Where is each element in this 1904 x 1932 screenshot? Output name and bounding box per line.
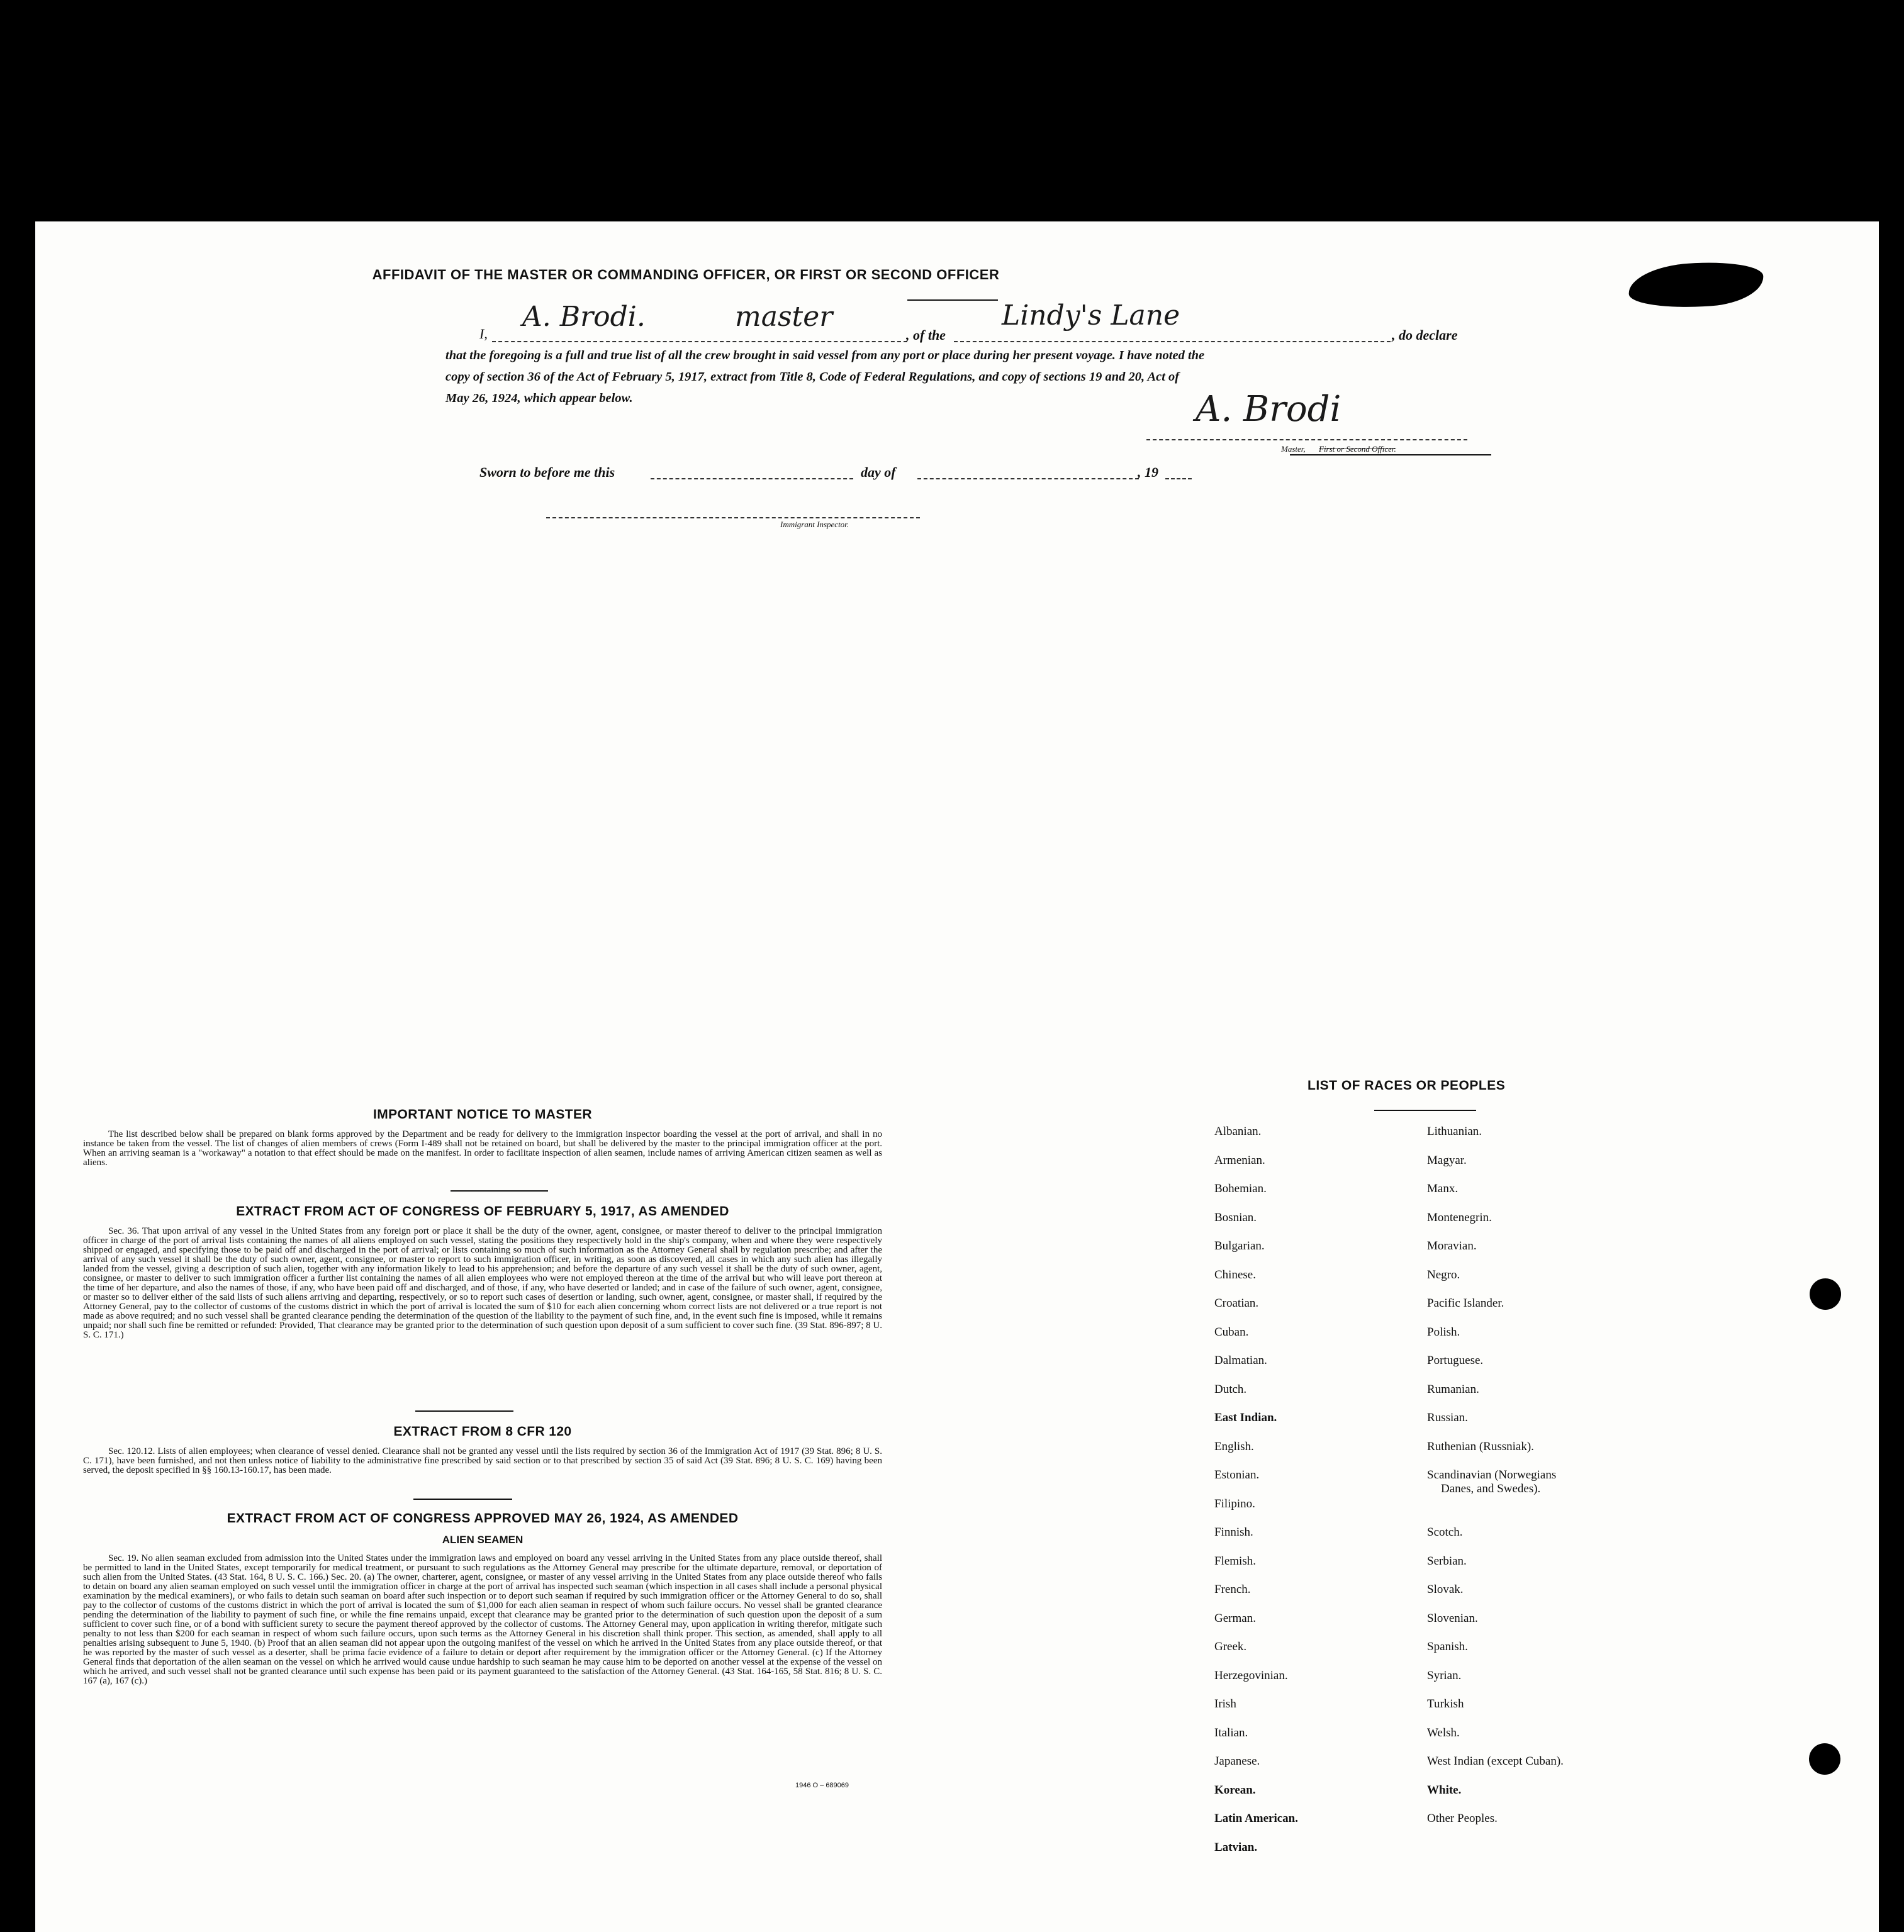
race-left-13: Filipino. xyxy=(1214,1497,1255,1510)
race-right-3: Montenegrin. xyxy=(1427,1210,1492,1224)
sworn-day-line xyxy=(651,478,853,479)
signature-caption-master: Master, xyxy=(1281,444,1306,454)
affidavit-body-line1: that the foregoing is a full and true list of all the crew brought in said vessel from any port or place during her present voyage. I have noted the xyxy=(445,349,1205,362)
title-handwritten: master xyxy=(735,301,833,333)
races-rule xyxy=(1374,1110,1476,1111)
do-declare-label: , do declare xyxy=(1392,327,1458,343)
extract-1924-text: Sec. 19. No alien seaman excluded from admission into the United States under the immigration laws and employed on board any vessel arriving in the United States from any place outside thereof, shall be permitted to land in the United States, except temporarily for medical treatment, or pursuant to such regulations as the Attorney General may prescribe for the ultimate departure, removal, or deportation of such alien from the United States. (43 Stat. 164, 8 U. S. C. 166.) Sec. 20. (a) The owner, charterer, agent, consignee, or master of any vessel arriving in the United States from any place outside thereof who fails to detain on board any alien seaman employed on such vessel until the immigration officer in charge at the port of arrival has inspected such seaman (which inspection in all cases shall include a personal physical examination by the medical examiners), or who fails to detain such seaman on board after such inspection or to deport such seaman if required by such immigration officer or the Attorney General to do so, shall pay to the collector of customs of the customs district in which the port of arrival is located the sum of $1,000 for each alien seaman in respect of whom such failure occurs. No vessel shall be granted clearance pending the determination of the liability to payment of such fine, or while the fine remains unpaid, except that clearance may be granted prior to the determination of such question upon the deposit of a sum sufficient to cover such fine, or of a bond with sufficient surety to secure the payment thereof approved by the collector of customs. The Attorney General may, upon application in writing therefor, mitigate such penalty to not less than $200 for each seaman in respect of whom such failure occurs, upon such terms as the Attorney General in his discretion shall think proper. This section, as amended, shall apply to all penalties arising subsequent to June 5, 1940. (b) Proof that an alien seaman did not appear upon the outgoing manifest of the vessel on which he arrived in the United States from any place outside thereof, or that he was reported by the master of such vessel as a deserter, shall be prima facie evidence of a failure to detain or deport after requirement by the immigration officer or the Attorney General. (c) If the Attorney General finds that deportation of the alien seaman on the vessel on which he arrived would cause undue hardship to such seaman he may cause him to be deported on another vessel at the expense of the vessel on which he arrived, and such vessel shall not be granted clearance until such expense has been paid or its payment guaranteed to the satisfaction of the Attorney General. (43 Stat. 164-165, 58 Stat. 816; 8 U. S. C. 167 (a), 167 (c).) xyxy=(83,1553,882,1686)
race-right-8: Portuguese. xyxy=(1427,1354,1484,1367)
race-left-18: Greek. xyxy=(1214,1640,1247,1653)
race-left-11: English. xyxy=(1214,1439,1254,1453)
race-right-2: Manx. xyxy=(1427,1182,1459,1195)
races-left-column xyxy=(1214,1125,1403,1869)
extract-1924-subtitle: ALIEN SEAMEN xyxy=(442,1534,524,1546)
race-left-21: Italian. xyxy=(1214,1726,1248,1739)
race-right-23: White. xyxy=(1427,1783,1462,1797)
extract-1917-rule xyxy=(415,1410,513,1412)
race-right-14: Scotch. xyxy=(1427,1526,1463,1539)
race-left-1: Armenian. xyxy=(1214,1153,1265,1167)
affidavit-body-line2: copy of section 36 of the Act of February 5, 1917, extract from Title 8, Code of Federal Regulations, and copy of sections 19 and 20, Act of xyxy=(445,370,1180,384)
race-right-24: Other Peoples. xyxy=(1427,1812,1498,1825)
race-right-9: Rumanian. xyxy=(1427,1382,1479,1396)
notice-title: IMPORTANT NOTICE TO MASTER xyxy=(373,1107,592,1122)
race-right-21: Welsh. xyxy=(1427,1726,1460,1739)
extract-1924-title: EXTRACT FROM ACT OF CONGRESS APPROVED MAY 26, 1924, AS AMENDED xyxy=(227,1511,739,1526)
notice-rule xyxy=(451,1190,548,1192)
name-line xyxy=(492,341,907,342)
race-left-6: Croatian. xyxy=(1214,1297,1259,1310)
race-left-16: French. xyxy=(1214,1583,1251,1596)
race-left-2: Bohemian. xyxy=(1214,1182,1267,1195)
race-left-0: Albanian. xyxy=(1214,1125,1262,1138)
race-left-15: Flemish. xyxy=(1214,1554,1256,1568)
affidavit-i-label: I, xyxy=(479,326,488,342)
race-left-25: Latvian. xyxy=(1214,1840,1258,1854)
race-right-19: Syrian. xyxy=(1427,1668,1462,1682)
race-left-4: Bulgarian. xyxy=(1214,1239,1265,1253)
race-right-6: Pacific Islander. xyxy=(1427,1297,1504,1310)
title-rule xyxy=(907,299,998,301)
race-right-7: Polish. xyxy=(1427,1325,1460,1339)
race-left-24: Latin American. xyxy=(1214,1812,1298,1825)
race-right-17: Slovenian. xyxy=(1427,1611,1478,1625)
race-right-18: Spanish. xyxy=(1427,1640,1468,1653)
race-left-5: Chinese. xyxy=(1214,1268,1256,1281)
race-right-4: Moravian. xyxy=(1427,1239,1477,1253)
cfr-rule xyxy=(413,1499,512,1500)
races-title: LIST OF RACES OR PEOPLES xyxy=(1308,1078,1506,1093)
year-line xyxy=(1165,478,1192,479)
race-right-0: Lithuanian. xyxy=(1427,1125,1482,1138)
affidavit-body-line3: May 26, 1924, which appear below. xyxy=(445,391,633,405)
sworn-month-line xyxy=(917,478,1139,479)
cfr-text: Sec. 120.12. Lists of alien employees; when clearance of vessel denied. Clearance shall not be granted any vessel until the lists required by section 36 of the Immigration Act of 1917 (39 Stat. 896; 8 U. S. C. 171), have been furnished, and not then unless notice of liability to the administrative fine prescribed by said section or to that prescribed by section 35 of said Act (39 Stat. 896; 8 U. S. C. 169) having been served, the deposit specified in §§ 160.13-160.17, has been made. xyxy=(83,1446,882,1475)
race-left-20: Irish xyxy=(1214,1697,1236,1711)
race-left-12: Estonian. xyxy=(1214,1468,1260,1482)
race-right-22: West Indian (except Cuban). xyxy=(1427,1755,1564,1768)
race-right-11: Ruthenian (Russniak). xyxy=(1427,1439,1534,1453)
race-right-10: Russian. xyxy=(1427,1411,1468,1424)
race-left-19: Herzegovinian. xyxy=(1214,1668,1288,1682)
race-left-7: Cuban. xyxy=(1214,1325,1249,1339)
race-right-13: Danes, and Swedes). xyxy=(1441,1482,1541,1495)
signature-line xyxy=(1146,439,1467,440)
cfr-title: EXTRACT FROM 8 CFR 120 xyxy=(393,1424,572,1439)
race-left-9: Dutch. xyxy=(1214,1382,1247,1396)
race-right-1: Magyar. xyxy=(1427,1153,1467,1167)
races-right-column xyxy=(1427,1125,1691,1841)
day-of-label: day of xyxy=(861,464,896,480)
race-right-16: Slovak. xyxy=(1427,1583,1464,1596)
race-left-10: East Indian. xyxy=(1214,1411,1277,1424)
extract-1917-text: Sec. 36. That upon arrival of any vessel in the United States from any foreign port or place it shall be the duty of the owner, agent, consignee, or master thereof to deliver to the principal immigration officer in charge of the port of arrival lists containing the names of all aliens employed on such vessel, stating the positions they respectively hold in the ship's company, when and where they were respectively shipped or engaged, and specifying those to be paid off and discharged in the port of arrival; or lists containing so much of such information as the Attorney General shall by regulation prescribe; and after the arrival of any such vessel it shall be the duty of such owner, agent, consignee, or master to report to such immigration officer, in writing, as soon as discovered, all cases in which any such alien has illegally landed from the vessel, giving a description of such alien, together with any information likely to lead to his apprehension; and before the departure of any such vessel it shall be the duty of such owner, agent, consignee, or master to deliver to such immigration officer a further list containing the names of all alien employees who were not employed thereon at the time of the arrival but who will leave port thereon at the time of her departure, and also the names of those, if any, who have been paid off and discharged, and of those, if any, who have deserted or landed; and in case of the failure of such owner, agent, consignee, or master so to deliver either of the said lists of such aliens arriving and departing, respectively, or so to report such cases of desertion or landing, such owner, agent, consignee, or master shall, if required by the Attorney General, pay to the collector of customs of the customs district in which the port of arrival is located the sum of $10 for each alien concerning whom correct lists are not delivered or a true report is not made as above required; and no such vessel shall be granted clearance pending the determination of the question of the liability to the payment of such fine, and, in the event such fine is imposed, while it remains unpaid; nor shall such fine be remitted or refunded: Provided, That clearance may be granted prior to the determination of such question upon deposit of a sum sufficient to cover such fine. (39 Stat. 896-897; 8 U. S. C. 171.) xyxy=(83,1226,882,1340)
inspector-caption: Immigrant Inspector. xyxy=(780,520,849,529)
race-right-20: Turkish xyxy=(1427,1697,1464,1711)
race-left-22: Japanese. xyxy=(1214,1755,1260,1768)
sworn-label: Sworn to before me this xyxy=(479,464,615,480)
race-left-8: Dalmatian. xyxy=(1214,1354,1267,1367)
punch-hole-upper xyxy=(1810,1278,1841,1310)
race-left-14: Finnish. xyxy=(1214,1526,1253,1539)
race-right-5: Negro. xyxy=(1427,1268,1460,1281)
of-the-label: , of the xyxy=(906,327,946,343)
inspector-line xyxy=(546,517,920,518)
race-left-3: Bosnian. xyxy=(1214,1210,1257,1224)
notice-text: The list described below shall be prepared on blank forms approved by the Department and be ready for delivery to the immigration inspector boarding the vessel at the port of arrival, and shall in no instance be taken from the vessel. The list of changes of alien members of crews (Form I-489 shall not be retained on board, but shall be delivered by the master to the principal immigration officer at the port. When an arriving seaman is a "workaway" a notation to that effect should be made on the manifest. In order to facilitate inspection of alien seamen, include names of arriving American citizen seamen as well as aliens. xyxy=(83,1129,882,1168)
vessel-handwritten: Lindy's Lane xyxy=(1002,299,1180,332)
printer-mark: 1946 O – 689069 xyxy=(795,1782,849,1789)
affidavit-title: AFFIDAVIT OF THE MASTER OR COMMANDING OFFICER, OR FIRST OR SECOND OFFICER xyxy=(372,267,1000,282)
punch-hole-lower xyxy=(1809,1743,1840,1775)
race-left-23: Korean. xyxy=(1214,1783,1256,1797)
race-left-17: German. xyxy=(1214,1611,1256,1625)
signature-underline xyxy=(1290,454,1491,455)
vessel-line xyxy=(954,341,1391,342)
race-right-15: Serbian. xyxy=(1427,1554,1467,1568)
signature-caption-struck: First or Second Officer. xyxy=(1319,444,1396,454)
race-right-12: Scandinavian (Norwegians xyxy=(1427,1468,1557,1482)
signer-handwritten: A. Brodi. xyxy=(522,301,646,333)
year-label: , 19 xyxy=(1138,464,1158,480)
master-signature: A. Brodi xyxy=(1196,389,1341,430)
extract-1917-title: EXTRACT FROM ACT OF CONGRESS OF FEBRUARY 5, 1917, AS AMENDED xyxy=(236,1204,729,1219)
